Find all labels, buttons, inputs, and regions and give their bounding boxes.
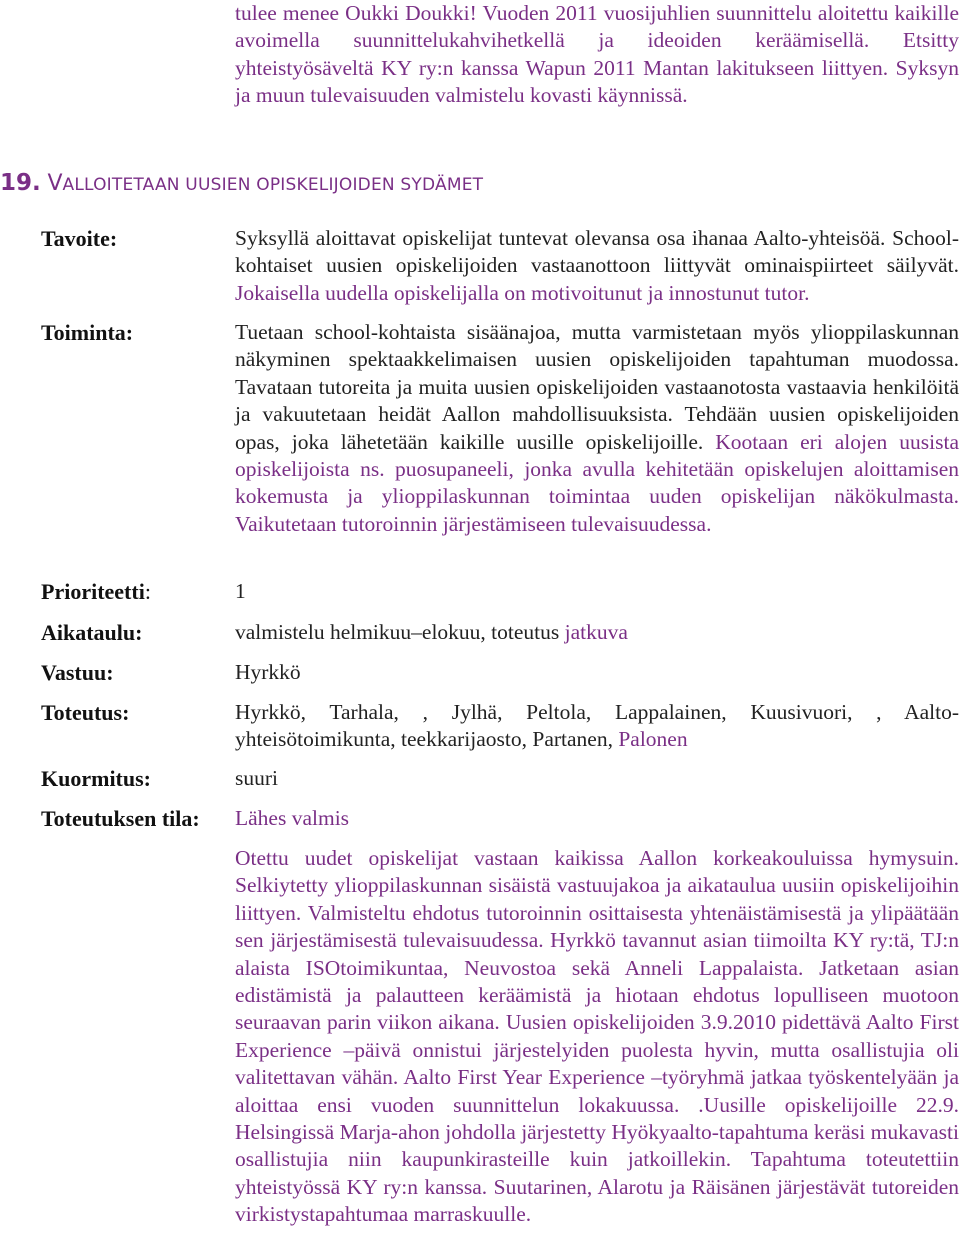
section-title-initial: V [47, 171, 63, 196]
vastuu-label: Vastuu: [41, 660, 114, 685]
tavoite-value [235, 225, 959, 307]
intro-paragraph [235, 0, 959, 110]
kuormitus-label: Kuormitus: [41, 766, 151, 791]
toteutus-label: Toteutus: [41, 700, 130, 725]
toteutus-text-highlight: Palonen [618, 727, 688, 752]
aikataulu-label: Aikataulu: [41, 620, 143, 645]
tavoite-text: Syksyllä aloittavat opiskelijat tuntevat olevansa osa ihanaa Aalto-yhteisöä. School-kohtaiset uusien opiskelijoiden vastaanottoon liittyvät ominaispiirteet säilyvät. [235, 226, 959, 278]
aikataulu-value [235, 619, 959, 646]
section-heading [0, 168, 960, 200]
toiminta-text-highlight: Kootaan eri alojen uusista opiskelijoista ns. puosupaneeli, jonka avulla kehitetään opiskelujen aloittamisen kokemusta ja ylioppilaskunnan toimintaa uuden opiskelijan näkökulmasta. Vaikutetaan tutoroinnin järjestämiseen tulevaisuudessa. [235, 429, 959, 536]
toiminta-text: Tuetaan school-kohtaista sisäänajoa, mutta varmistetaan myös ylioppilaskunnan näkyminen spektaakkelimaisen uusien opiskelijoiden tapahtuman muodossa. Tavataan tutoreita ja muita uusien opiskelijoiden vastaanotosta vastaavia henkilöitä ja vakuutetaan heidät Aallon mahdollisuuksista. Tehdään uusien opiskelijoiden opas, joka lähetetään kaikille uusille opiskelijoille. [235, 320, 959, 454]
section-number: 19. [0, 170, 41, 196]
toiminta-label: Toiminta: [41, 320, 134, 345]
intro-text-start: tulee menee Oukki Doukki! [235, 1, 477, 25]
prioriteetti-value: 1 [235, 579, 246, 603]
prioriteetti-label [41, 578, 151, 605]
aikataulu-text-highlight: jatkuva [564, 620, 628, 644]
prioriteetti-colon: : [144, 579, 151, 604]
intro-text-rest: Vuoden 2011 vuosijuhlien suunnittelu aloitettu kaikille avoimella suunnittelukahvihetkellä ja ideoiden keräämisellä. Etsitty yhteistyösäveltä KY ry:n kanssa Wapun 2011 Mantan lakitukseen liittyen. Syksyn ja muun tulevaisuuden valmistelu kovasti käynnissä. [235, 1, 959, 108]
tavoite-label: Tavoite: [41, 226, 118, 251]
prioriteetti-label-text: Prioriteetti [41, 579, 145, 604]
tila-label: Toteutuksen tila: [41, 806, 200, 831]
toteutus-value [235, 699, 959, 754]
tavoite-text-highlight: Jokaisella uudella opiskelijalla on motivoitunut ja innostunut tutor. [235, 280, 810, 305]
tila-value: Lähes valmis [235, 806, 350, 830]
toteutus-text: Hyrkkö, Tarhala, , Jylhä, Peltola, Lappalainen, Kuusivuori, , Aalto-yhteisötoimikunta, teekkarijaosto, Partanen, [235, 700, 959, 752]
toiminta-value [235, 319, 959, 538]
status-paragraph: Otettu uudet opiskelijat vastaan kaikissa Aallon korkeakouluissa hymysuin. Selkiytetty ylioppilaskunnan sisäistä vastuujakoa ja aikataulua uusiin opiskelijoihin liittyen. Valmisteltu ehdotus tutoroinnin osittaisesta yhtenäistämisestä ja ylipäätään sen järjestämisestä tulevaisuudessa. Hyrkkö tavannut asian tiimoilta KY ry:tä, TJ:n alaista ISOtoimikuntaa, Neuvostoa sekä Anneli Lappalaista. Jatketaan asian edistämistä ja palautteen keräämistä ja hiotaan ehdotus lopulliseen muotoon seuraavan parin viikon aikana. Uusien opiskelijoiden 3.9.2010 pidettävä Aalto First Experience –päivä onnistui järjestelyiden puolesta hyvin, mutta osallistujia oli valitettavan vähän. Aalto First Year Experience –työryhmä jatkaa työskentelyään ja aloittaa ensi vuoden suunnittelun lokakuussa. .Uusille opiskelijoille 22.9. Helsingissä Marja-ahon johdolla järjestetty Hyökyaalto-tapahtuma keräsi mukavasti osallistujia niin kaupunkirasteille kuin jatkoillekin. Tapahtuma toteutettiin yhteistyössä KY ry:n kanssa. Suutarinen, Alarotu ja Räisänen järjestävät tutoreiden virkistystapahtumaa marraskuulle. [235, 846, 959, 1227]
aikataulu-text: valmistelu helmikuu–elokuu, toteutus [235, 620, 565, 644]
kuormitus-value: suuri [235, 766, 278, 790]
vastuu-value: Hyrkkö [235, 660, 301, 684]
section-title-rest: ALLOITETAAN UUSIEN OPISKELIJOIDEN SYDÄMET [62, 175, 484, 195]
